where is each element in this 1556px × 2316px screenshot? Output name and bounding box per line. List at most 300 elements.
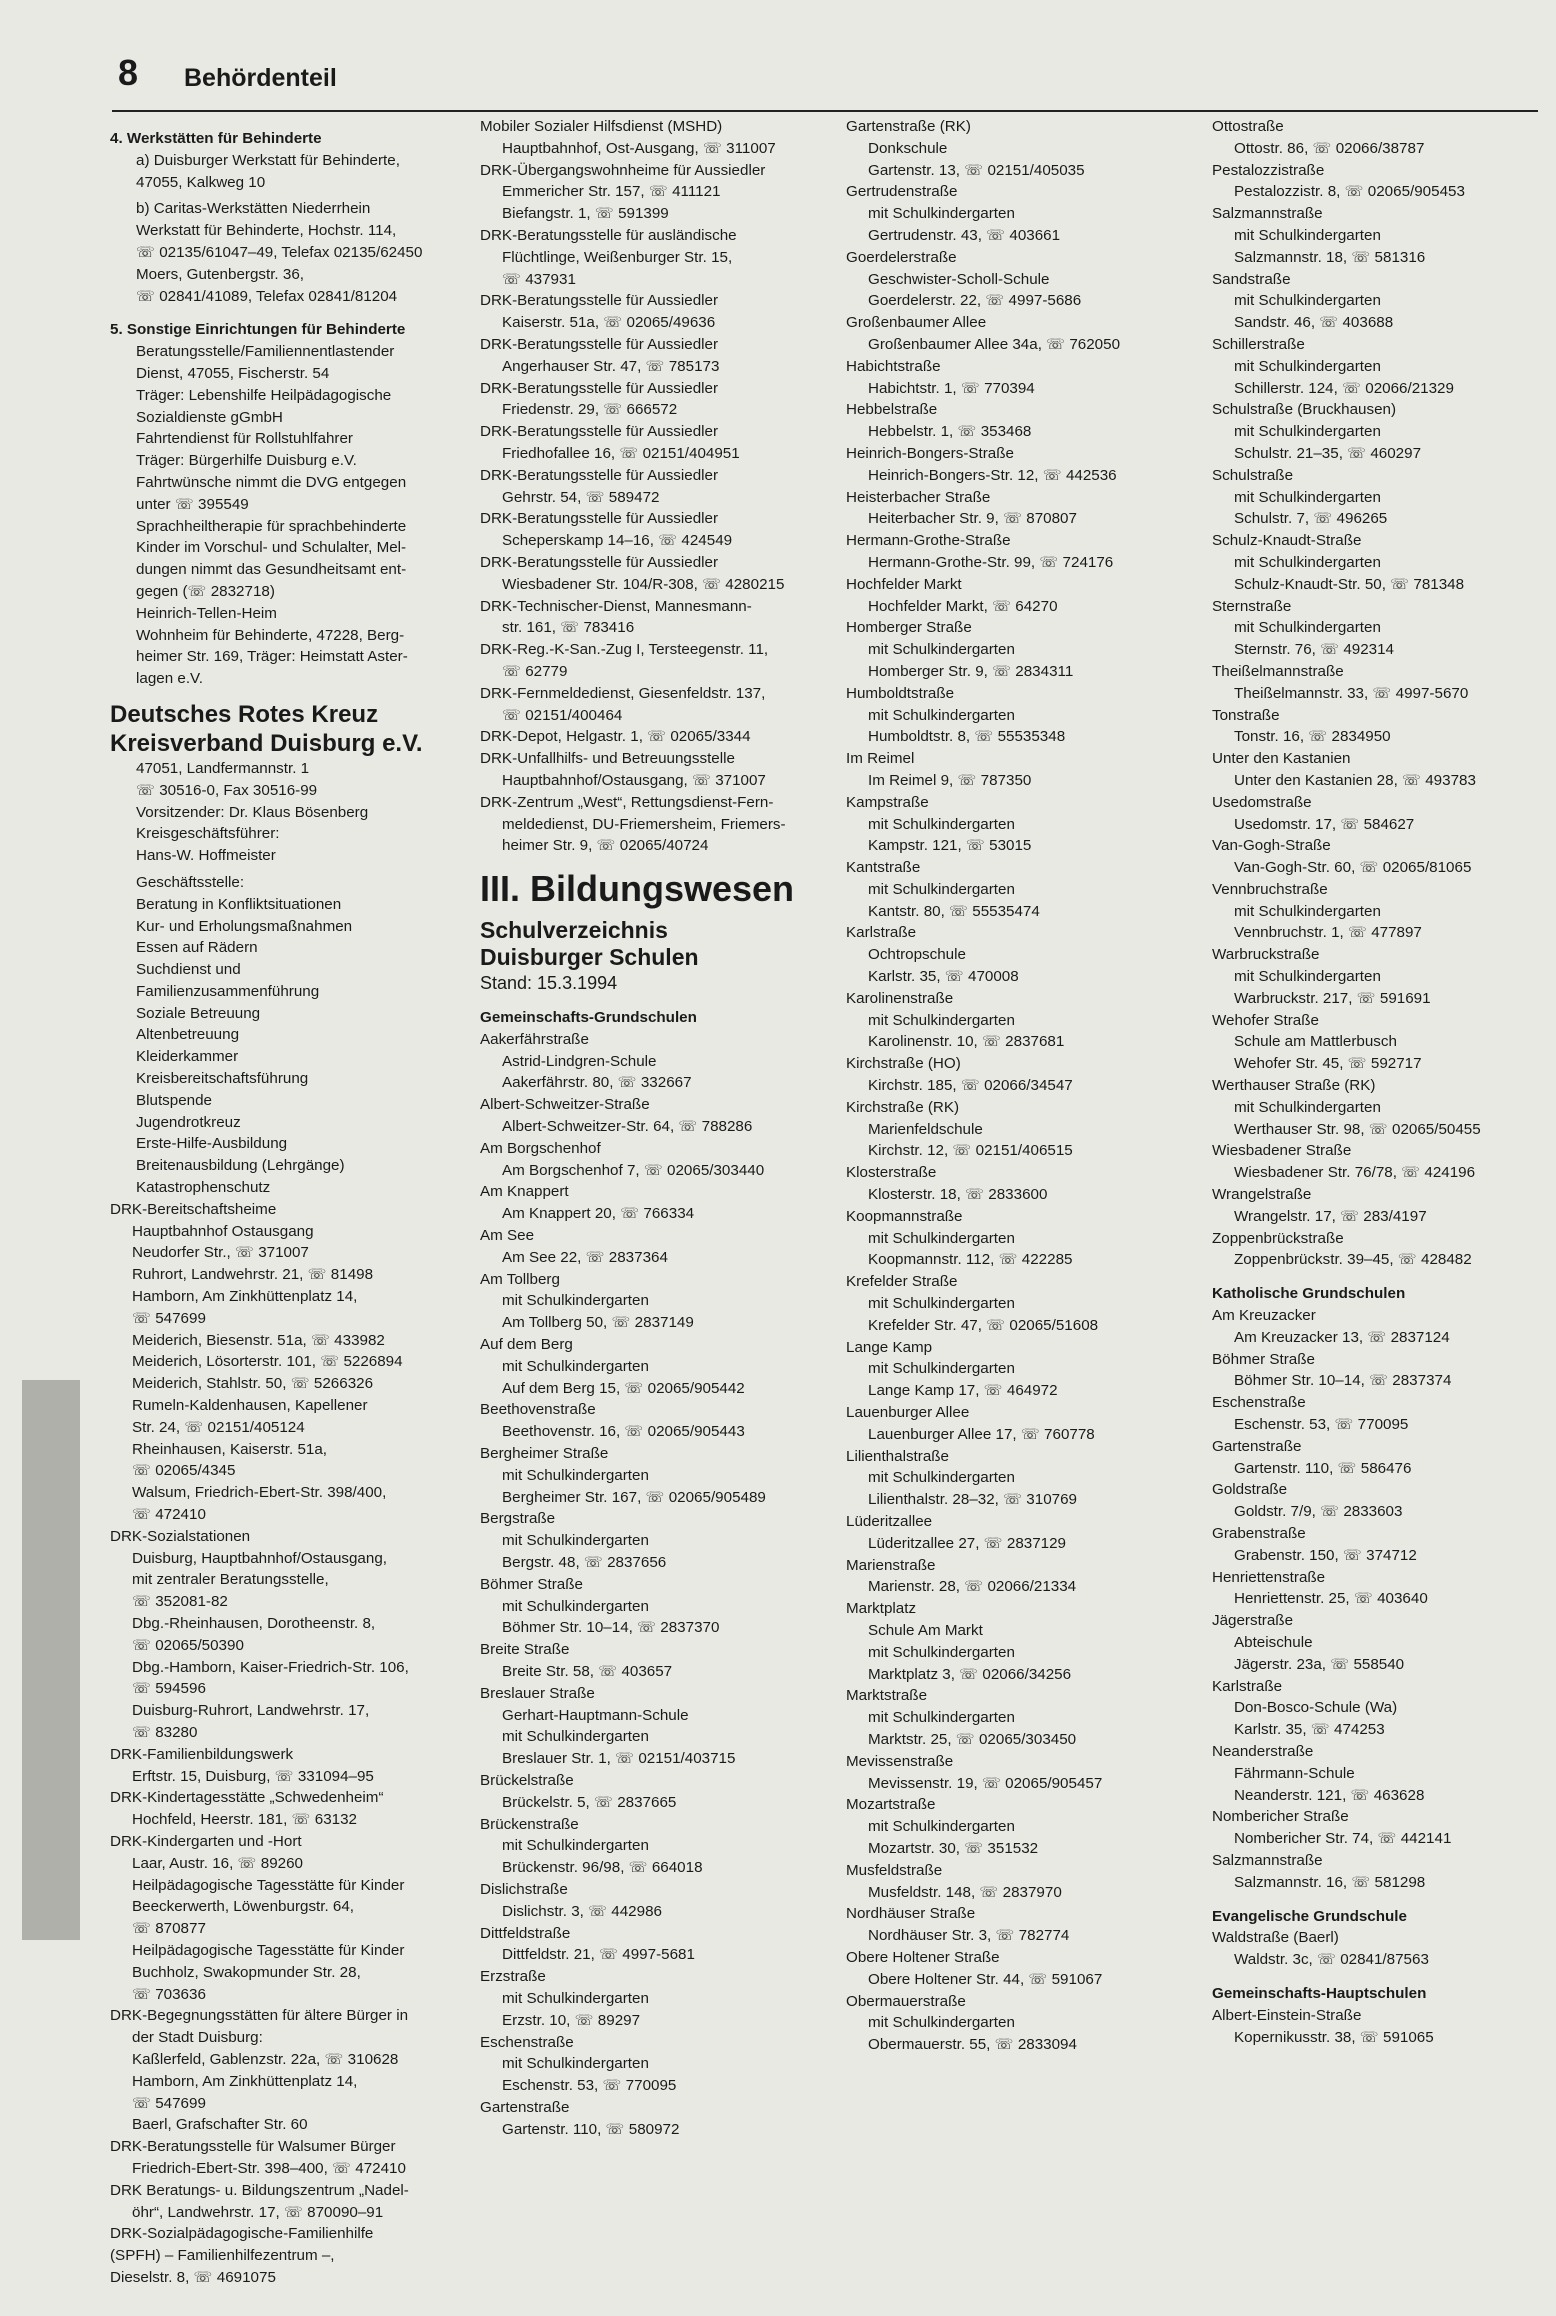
entry-title: Grabenstraße: [1212, 1525, 1306, 1542]
entry-detail: ☏ 02065/4345: [132, 1462, 236, 1480]
entry-title: Brückenstraße: [480, 1815, 579, 1833]
entry-title: Lilienthalstraße: [846, 1447, 949, 1465]
entry-detail: Don-Bosco-Schule (Wa): [1234, 1699, 1398, 1717]
entry-title: Wrangelstraße: [1212, 1186, 1312, 1204]
column-2: [480, 116, 830, 2141]
entry-detail: Meiderich, Lösorterstr. 101, ☏ 5226894: [132, 1353, 403, 1371]
entry-detail: mit Schulkindergarten: [868, 1229, 1015, 1247]
entry-detail: Suchdienst und: [136, 961, 241, 979]
page-header: [118, 52, 1538, 102]
entry-detail: Blutspende: [136, 1091, 212, 1109]
entry-detail: Am Borgschenhof 7, ☏ 02065/303440: [502, 1161, 765, 1179]
entry-title: (SPFH) – Familienhilfezentrum –,: [110, 2247, 335, 2265]
entry-title: Eschenstraße: [1212, 1394, 1306, 1412]
entry-title: Breite Straße: [480, 1641, 570, 1659]
entry-title: DRK-Beratungsstelle für Aussiedler: [480, 379, 719, 397]
entry-detail: Eschenstr. 53, ☏ 770095: [502, 2077, 677, 2095]
entry-title: DRK-Familienbildungswerk: [110, 1745, 294, 1763]
entry-detail: Vorsitzender: Dr. Klaus Bösenberg: [136, 803, 369, 821]
entry-detail: mit Schulkindergarten: [868, 1360, 1015, 1378]
entry-detail: mit Schulkindergarten: [868, 1295, 1015, 1313]
entry-detail: Geschwister-Scholl-Schule: [868, 270, 1050, 288]
section-heading: III. Bildungswesen: [480, 868, 795, 910]
entry-detail: Bergheimer Str. 167, ☏ 02065/905489: [502, 1488, 766, 1506]
entry-detail: ☏ 02065/50390: [132, 1636, 244, 1654]
entry-detail: 47055, Kalkweg 10: [136, 173, 266, 191]
entry-title: DRK Beratungs- u. Bildungszentrum „Nadel-: [110, 2181, 409, 2199]
entry-title: Mobiler Sozialer Hilfsdienst (MSHD): [480, 118, 723, 135]
entry-detail: Am Tollberg 50, ☏ 2837149: [502, 1314, 694, 1332]
entry-detail: Kaiserstr. 51a, ☏ 02065/49636: [502, 314, 716, 332]
entry-detail: Humboldtstr. 8, ☏ 55535348: [868, 728, 1066, 746]
entry-detail: ☏ 547699: [132, 2094, 206, 2112]
entry-detail: Am Kreuzacker 13, ☏ 2837124: [1234, 1328, 1450, 1346]
entry-detail: 47051, Landfermannstr. 1: [136, 759, 310, 777]
entry-title: Musfeldstraße: [846, 1861, 943, 1879]
entry-title: Waldstraße (Baerl): [1212, 1929, 1339, 1947]
entry-detail: ☏ 472410: [132, 1506, 206, 1524]
entry-title: Marienstraße: [846, 1556, 936, 1574]
entry-title: Beethovenstraße: [480, 1401, 596, 1419]
entry-detail: Waldstr. 3c, ☏ 02841/87563: [1234, 1951, 1429, 1969]
entry-detail: mit Schulkindergarten: [1234, 553, 1381, 571]
entry-detail: Karolinenstr. 10, ☏ 2837681: [868, 1033, 1065, 1051]
entry-detail: der Stadt Duisburg:: [132, 2029, 263, 2047]
section-title: Behördenteil: [184, 64, 337, 92]
entry-detail: b) Caritas-Werkstätten Niederrhein: [136, 200, 371, 218]
entry-detail: Großenbaumer Allee 34a, ☏ 762050: [868, 335, 1121, 353]
entry-title: Jägerstraße: [1212, 1612, 1294, 1630]
entry-detail: Wehofer Str. 45, ☏ 592717: [1234, 1055, 1422, 1073]
entry-detail: mit Schulkindergarten: [502, 1532, 649, 1550]
entry-detail: Schulstr. 21–35, ☏ 460297: [1234, 444, 1422, 462]
entry-detail: Meiderich, Stahlstr. 50, ☏ 5266326: [132, 1375, 374, 1393]
entry-detail: Marktplatz 3, ☏ 02066/34256: [868, 1665, 1072, 1683]
entry-detail: Schillerstr. 124, ☏ 02066/21329: [1234, 379, 1454, 397]
entry-detail: Pestalozzistr. 8, ☏ 02065/905453: [1234, 183, 1465, 201]
entry-title: Am See: [480, 1227, 535, 1245]
entry-title: DRK-Technischer-Dienst, Mannesmann-: [480, 597, 752, 615]
entry-detail: Rheinhausen, Kaiserstr. 51a,: [132, 1440, 328, 1458]
entry-detail: Hauptbahnhof, Ost-Ausgang, ☏ 311007: [502, 139, 776, 157]
entry-detail: mit Schulkindergarten: [502, 1837, 649, 1855]
entry-detail: Gartenstr. 110, ☏ 586476: [1234, 1459, 1412, 1477]
entry-title: Theißelmannstraße: [1212, 662, 1344, 680]
entry-title: Sandstraße: [1212, 270, 1291, 288]
entry-title: Nordhäuser Straße: [846, 1905, 976, 1923]
entry-detail: Donkschule: [868, 139, 948, 157]
entry-detail: Baerl, Grafschafter Str. 60: [132, 2116, 308, 2134]
entry-title: Breslauer Straße: [480, 1684, 595, 1702]
entry-detail: Kopernikusstr. 38, ☏ 591065: [1234, 2028, 1434, 2046]
entry-detail: mit Schulkindergarten: [1234, 423, 1381, 441]
entry-detail: Hamborn, Am Zinkhüttenplatz 14,: [132, 1288, 358, 1306]
organization-heading: Deutsches Rotes Kreuz: [110, 700, 379, 728]
entry-detail: Salzmannstr. 18, ☏ 581316: [1234, 248, 1426, 266]
entry-detail: Bergstr. 48, ☏ 2837656: [502, 1554, 667, 1572]
entry-title: DRK-Beratungsstelle für Aussiedler: [480, 510, 719, 528]
entry-title: Lauenburger Allee: [846, 1404, 970, 1422]
entry-detail: Am Knappert 20, ☏ 766334: [502, 1205, 695, 1223]
entry-detail: Eschenstr. 53, ☏ 770095: [1234, 1416, 1409, 1434]
entry-detail: mit Schulkindergarten: [868, 1709, 1015, 1727]
entry-detail: Hochfeld, Heerstr. 181, ☏ 63132: [132, 1811, 357, 1829]
entry-detail: Dittfeldstr. 21, ☏ 4997-5681: [502, 1946, 695, 1964]
entry-detail: Karlstr. 35, ☏ 474253: [1234, 1721, 1385, 1739]
entry-detail: Lange Kamp 17, ☏ 464972: [868, 1382, 1058, 1400]
entry-title: Heisterbacher Straße: [846, 488, 991, 506]
entry-title: Obere Holtener Straße: [846, 1948, 1000, 1966]
entry-detail: mit Schulkindergarten: [868, 641, 1015, 659]
entry-detail: Duisburg, Hauptbahnhof/Ostausgang,: [132, 1549, 387, 1567]
entry-detail: mit Schulkindergarten: [1234, 902, 1381, 920]
entry-detail: ☏ 594596: [132, 1680, 206, 1698]
entry-detail: Str. 24, ☏ 02151/405124: [132, 1418, 305, 1436]
entry-title: Karlstraße: [846, 924, 917, 942]
entry-title: Karlstraße: [1212, 1677, 1283, 1695]
entry-detail: Breslauer Str. 1, ☏ 02151/403715: [502, 1750, 736, 1768]
entry-detail: mit Schulkindergarten: [868, 205, 1015, 223]
entry-detail: Mevissenstr. 19, ☏ 02065/905457: [868, 1774, 1103, 1792]
entry-detail: heimer Str. 9, ☏ 02065/40724: [502, 837, 709, 855]
entry-title: Kirchstraße (RK): [846, 1098, 960, 1116]
entry-detail: Neudorfer Str., ☏ 371007: [132, 1244, 309, 1262]
entry-detail: Brückenstr. 96/98, ☏ 664018: [502, 1859, 703, 1877]
entry-detail: unter ☏ 395549: [136, 495, 249, 513]
entry-detail: Friedenstr. 29, ☏ 666572: [502, 401, 678, 419]
organization-heading: Kreisverband Duisburg e.V.: [110, 729, 423, 757]
entry-title: DRK-Depot, Helgastr. 1, ☏ 02065/3344: [480, 728, 751, 746]
entry-title: Am Knappert: [480, 1183, 569, 1201]
entry-detail: Friedhofallee 16, ☏ 02151/404951: [502, 444, 740, 462]
entry-detail: Auf dem Berg 15, ☏ 02065/905442: [502, 1379, 745, 1397]
entry-detail: ☏ 437931: [502, 270, 576, 288]
entry-detail: Musfeldstr. 148, ☏ 2837970: [868, 1883, 1062, 1901]
entry-detail: ☏ 62779: [502, 662, 568, 680]
entry-detail: Mozartstr. 30, ☏ 351532: [868, 1839, 1039, 1857]
entry-detail: dungen nimmt das Gesundheitsamt ent-: [136, 561, 407, 579]
entry-detail: Obermauerstr. 55, ☏ 2833094: [868, 2036, 1077, 2054]
entry-detail: heimer Str. 169, Träger: Heimstatt Aster-: [136, 648, 408, 666]
entry-detail: mit Schulkindergarten: [868, 1011, 1015, 1029]
entry-detail: Erftstr. 15, Duisburg, ☏ 331094–95: [132, 1767, 374, 1785]
text-columns: [0, 116, 1556, 2306]
entry-title: DRK-Reg.-K-San.-Zug I, Tersteegenstr. 11,: [480, 641, 769, 659]
organization-heading: Duisburger Schulen: [480, 944, 699, 971]
entry-detail: Soziale Betreuung: [136, 1004, 261, 1022]
entry-detail: ☏ 02135/61047–49, Telefax 02135/62450: [136, 243, 423, 261]
entry-detail: Usedomstr. 17, ☏ 584627: [1234, 815, 1415, 833]
entry-detail: Beratungsstelle/Familiennentlastender: [136, 343, 395, 361]
entry-title: Lange Kamp: [846, 1338, 933, 1356]
entry-title: DRK-Kindergarten und -Hort: [110, 1832, 302, 1850]
entry-detail: Van-Gogh-Str. 60, ☏ 02065/81065: [1234, 859, 1472, 877]
entry-title: Heinrich-Bongers-Straße: [846, 444, 1014, 462]
entry-detail: mit Schulkindergarten: [1234, 1098, 1381, 1116]
entry-detail: Heinrich-Tellen-Heim: [136, 604, 277, 622]
entry-title: Kampstraße: [846, 793, 929, 811]
entry-detail: Kinder im Vorschul- und Schulalter, Mel-: [136, 539, 407, 557]
entry-detail: mit Schulkindergarten: [502, 2055, 649, 2073]
entry-title: Eschenstraße: [480, 2033, 574, 2051]
entry-title: Koopmannstraße: [846, 1207, 963, 1225]
entry-detail: Katastrophenschutz: [136, 1179, 271, 1197]
entry-title: DRK-Beratungsstelle für ausländische: [480, 226, 737, 244]
entry-detail: Krefelder Str. 47, ☏ 02065/51608: [868, 1316, 1099, 1334]
entry-title: Schulstraße: [1212, 466, 1294, 484]
entry-detail: Heiterbacher Str. 9, ☏ 870807: [868, 510, 1077, 528]
entry-detail: mit Schulkindergarten: [502, 1989, 649, 2007]
entry-detail: Heilpädagogische Tagesstätte für Kinder: [132, 1941, 405, 1959]
entry-detail: Nordhäuser Str. 3, ☏ 782774: [868, 1927, 1070, 1945]
entry-detail: Scheperskamp 14–16, ☏ 424549: [502, 532, 733, 550]
entry-detail: Dislichstr. 3, ☏ 442986: [502, 1902, 662, 1920]
column-1: [110, 116, 460, 2289]
entry-detail: Friedrich-Ebert-Str. 398–400, ☏ 472410: [132, 2159, 406, 2177]
entry-detail: Hauptbahnhof Ostausgang: [132, 1222, 314, 1240]
entry-detail: Laar, Austr. 16, ☏ 89260: [132, 1854, 303, 1872]
entry-detail: Kirchstr. 185, ☏ 02066/34547: [868, 1077, 1073, 1095]
entry-detail: Abteischule: [1234, 1633, 1313, 1651]
entry-title: Kirchstraße (HO): [846, 1055, 961, 1073]
subsection-heading: Katholische Grundschulen: [1212, 1285, 1406, 1303]
entry-detail: Fährmann-Schule: [1234, 1764, 1355, 1782]
entry-detail: Obere Holtener Str. 44, ☏ 591067: [868, 1970, 1103, 1988]
entry-detail: Marktstr. 25, ☏ 02065/303450: [868, 1730, 1077, 1748]
header-rule: [112, 110, 1538, 112]
entry-title: DRK-Beratungsstelle für Aussiedler: [480, 553, 719, 571]
entry-detail: Gartenstr. 110, ☏ 580972: [502, 2120, 680, 2138]
entry-detail: Träger: Bürgerhilfe Duisburg e.V.: [136, 452, 357, 470]
entry-detail: Dienst, 47055, Fischerstr. 54: [136, 364, 330, 382]
entry-detail: Albert-Schweitzer-Str. 64, ☏ 788286: [502, 1118, 753, 1136]
entry-detail: Buchholz, Swakopmunder Str. 28,: [132, 1963, 361, 1981]
entry-title: Sternstraße: [1212, 597, 1292, 615]
entry-detail: Marienstr. 28, ☏ 02066/21334: [868, 1578, 1077, 1596]
entry-title: Schulstraße (Bruckhausen): [1212, 401, 1397, 419]
entry-title: Werthauser Straße (RK): [1212, 1077, 1376, 1095]
entry-title: DRK-Beratungsstelle für Aussiedler: [480, 423, 719, 441]
entry-title: Ottostraße: [1212, 118, 1284, 135]
entry-detail: Kantstr. 80, ☏ 55535474: [868, 902, 1040, 920]
entry-detail: mit zentraler Beratungsstelle,: [132, 1571, 329, 1589]
entry-title: Bergstraße: [480, 1510, 556, 1528]
entry-detail: Lilienthalstr. 28–32, ☏ 310769: [868, 1491, 1077, 1509]
entry-detail: Im Reimel 9, ☏ 787350: [868, 771, 1032, 789]
entry-title: Schillerstraße: [1212, 335, 1305, 353]
entry-detail: Wohnheim für Behinderte, 47228, Berg-: [136, 626, 405, 644]
entry-title: Neanderstraße: [1212, 1742, 1314, 1760]
entry-title: Wehofer Straße: [1212, 1011, 1319, 1029]
entry-title: DRK-Übergangswohnheime für Aussiedler: [480, 161, 766, 179]
entry-title: Auf dem Berg: [480, 1336, 573, 1354]
entry-detail: Kreisgeschäftsführer:: [136, 825, 280, 843]
entry-title: DRK-Begegnungsstätten für ältere Bürger in: [110, 2007, 409, 2025]
entry-detail: Jugendrotkreuz: [136, 1113, 241, 1131]
entry-title: DRK-Beratungsstelle für Walsumer Bürger: [110, 2138, 396, 2156]
subsection-heading: Gemeinschafts-Grundschulen: [480, 1009, 697, 1027]
entry-title: Homberger Straße: [846, 619, 972, 637]
entry-detail: Neanderstr. 121, ☏ 463628: [1234, 1786, 1425, 1804]
entry-detail: Astrid-Lindgren-Schule: [502, 1052, 657, 1070]
entry-title: Brückelstraße: [480, 1771, 574, 1789]
entry-detail: Heilpädagogische Tagesstätte für Kinder: [132, 1876, 405, 1894]
entry-detail: Grabenstr. 150, ☏ 374712: [1234, 1546, 1417, 1564]
entry-detail: Essen auf Rädern: [136, 939, 258, 957]
entry-detail: Am See 22, ☏ 2837364: [502, 1248, 668, 1266]
entry-title: Van-Gogh-Straße: [1212, 837, 1331, 855]
entry-title: DRK-Beratungsstelle für Aussiedler: [480, 466, 719, 484]
entry-detail: Lüderitzallee 27, ☏ 2837129: [868, 1534, 1067, 1552]
entry-title: Zoppenbrückstraße: [1212, 1229, 1344, 1247]
entry-detail: Tonstr. 16, ☏ 2834950: [1234, 728, 1391, 746]
entry-detail: mit Schulkindergarten: [502, 1357, 649, 1375]
entry-detail: Unter den Kastanien 28, ☏ 493783: [1234, 771, 1476, 789]
entry-detail: Hauptbahnhof/Ostausgang, ☏ 371007: [502, 771, 766, 789]
entry-title: Gartenstraße: [1212, 1437, 1302, 1455]
entry-detail: Warbruckstr. 217, ☏ 591691: [1234, 989, 1431, 1007]
date-line: Stand: 15.3.1994: [480, 973, 618, 994]
entry-detail: Hans-W. Hoffmeister: [136, 847, 276, 865]
entry-detail: Klosterstr. 18, ☏ 2833600: [868, 1186, 1048, 1204]
entry-detail: Hochfelder Markt, ☏ 64270: [868, 597, 1058, 615]
entry-detail: Aakerfährstr. 80, ☏ 332667: [502, 1074, 692, 1092]
entry-title: Salzmannstraße: [1212, 1851, 1323, 1869]
entry-detail: Goldstr. 7/9, ☏ 2833603: [1234, 1503, 1403, 1521]
entry-title: Am Kreuzacker: [1212, 1307, 1316, 1325]
entry-detail: Jägerstr. 23a, ☏ 558540: [1234, 1655, 1405, 1673]
entry-title: Hebbelstraße: [846, 401, 938, 419]
entry-title: Schulz-Knaudt-Straße: [1212, 532, 1362, 550]
entry-detail: Hebbelstr. 1, ☏ 353468: [868, 423, 1032, 441]
entry-title: Großenbaumer Allee: [846, 314, 987, 332]
entry-title: Dieselstr. 8, ☏ 4691075: [110, 2268, 276, 2286]
entry-title: Hochfelder Markt: [846, 575, 962, 593]
entry-detail: Brückelstr. 5, ☏ 2837665: [502, 1793, 677, 1811]
entry-detail: Altenbetreuung: [136, 1026, 240, 1044]
entry-detail: Kleiderkammer: [136, 1048, 239, 1066]
entry-detail: Emmericher Str. 157, ☏ 411121: [502, 183, 721, 201]
entry-detail: mit Schulkindergarten: [1234, 226, 1381, 244]
entry-detail: Henriettenstr. 25, ☏ 403640: [1234, 1590, 1428, 1608]
entry-detail: Dbg.-Hamborn, Kaiser-Friedrich-Str. 106,: [132, 1658, 409, 1676]
entry-title: Albert-Schweitzer-Straße: [480, 1096, 650, 1114]
entry-detail: mit Schulkindergarten: [868, 1469, 1015, 1487]
entry-title: Vennbruchstraße: [1212, 880, 1328, 898]
entry-detail: Heinrich-Bongers-Str. 12, ☏ 442536: [868, 466, 1117, 484]
entry-detail: Walsum, Friedrich-Ebert-Str. 398/400,: [132, 1484, 387, 1502]
entry-detail: lagen e.V.: [136, 670, 204, 688]
entry-detail: Nombericher Str. 74, ☏ 442141: [1234, 1830, 1452, 1848]
entry-detail: Sternstr. 76, ☏ 492314: [1234, 641, 1394, 659]
page-number: 8: [118, 52, 139, 93]
entry-detail: Böhmer Str. 10–14, ☏ 2837374: [1234, 1372, 1452, 1390]
entry-detail: Salzmannstr. 16, ☏ 581298: [1234, 1873, 1426, 1891]
entry-title: Mozartstraße: [846, 1796, 936, 1814]
entry-detail: Rumeln-Kaldenhausen, Kapellener: [132, 1397, 368, 1415]
entry-detail: Wrangelstr. 17, ☏ 283/4197: [1234, 1207, 1427, 1225]
entry-detail: Kreisbereitschaftsführung: [136, 1070, 309, 1088]
entry-detail: ☏ 352081-82: [132, 1593, 228, 1611]
entry-detail: gegen (☏ 2832718): [136, 582, 275, 600]
entry-title: DRK-Zentrum „West“, Rettungsdienst-Fern-: [480, 793, 774, 811]
entry-detail: Breitenausbildung (Lehrgänge): [136, 1157, 345, 1175]
entry-title: Marktplatz: [846, 1600, 917, 1618]
entry-title: DRK-Beratungsstelle für Aussiedler: [480, 292, 719, 310]
entry-title: Henriettenstraße: [1212, 1568, 1326, 1586]
entry-detail: Schule am Mattlerbusch: [1234, 1033, 1397, 1051]
entry-title: Lüderitzallee: [846, 1513, 933, 1530]
entry-detail: Wiesbadener Str. 104/R-308, ☏ 4280215: [502, 575, 785, 593]
entry-detail: a) Duisburger Werkstatt für Behinderte,: [136, 151, 400, 169]
entry-detail: Gartenstr. 13, ☏ 02151/405035: [868, 161, 1085, 179]
subsection-heading: 4. Werkstätten für Behinderte: [110, 130, 322, 147]
entry-detail: Ruhrort, Landwehrstr. 21, ☏ 81498: [132, 1266, 374, 1284]
entry-detail: mit Schulkindergarten: [502, 1466, 649, 1484]
entry-detail: ☏ 703636: [132, 1985, 206, 2003]
entry-title: Karolinenstraße: [846, 989, 954, 1007]
entry-title: DRK-Bereitschaftsheime: [110, 1200, 277, 1218]
entry-title: Kantstraße: [846, 859, 921, 877]
entry-detail: ☏ 83280: [132, 1723, 198, 1741]
entry-title: Pestalozzistraße: [1212, 161, 1325, 179]
entry-detail: Schule Am Markt: [868, 1621, 983, 1639]
entry-title: Im Reimel: [846, 750, 915, 768]
entry-detail: Kampstr. 121, ☏ 53015: [868, 837, 1032, 855]
entry-detail: Ottostr. 86, ☏ 02066/38787: [1234, 139, 1425, 157]
entry-detail: Böhmer Str. 10–14, ☏ 2837370: [502, 1619, 720, 1637]
entry-detail: mit Schulkindergarten: [868, 2014, 1015, 2032]
entry-title: Goerdelerstraße: [846, 248, 957, 266]
entry-title: Böhmer Straße: [480, 1575, 583, 1593]
entry-title: Am Borgschenhof: [480, 1139, 601, 1157]
entry-detail: mit Schulkindergarten: [868, 706, 1015, 724]
entry-title: Hermann-Grothe-Straße: [846, 532, 1011, 550]
entry-detail: Goerdelerstr. 22, ☏ 4997-5686: [868, 292, 1082, 310]
entry-title: Gartenstraße (RK): [846, 118, 971, 135]
entry-detail: Koopmannstr. 112, ☏ 422285: [868, 1251, 1073, 1269]
entry-detail: Sozialdienste gGmbH: [136, 408, 283, 426]
entry-detail: Geschäftsstelle:: [136, 873, 245, 891]
entry-detail: Familienzusammenführung: [136, 982, 320, 1000]
entry-title: Warbruckstraße: [1212, 946, 1320, 964]
entry-detail: ☏ 870877: [132, 1920, 206, 1938]
entry-detail: Duisburg-Ruhrort, Landwehrstr. 17,: [132, 1702, 370, 1720]
entry-detail: Fahrtwünsche nimmt die DVG entgegen: [136, 473, 407, 491]
entry-detail: ☏ 02841/41089, Telefax 02841/81204: [136, 287, 398, 305]
entry-title: Tonstraße: [1212, 706, 1280, 724]
entry-title: Erzstraße: [480, 1968, 546, 1986]
entry-title: Humboldtstraße: [846, 684, 955, 702]
entry-detail: Breite Str. 58, ☏ 403657: [502, 1663, 673, 1680]
entry-detail: Sandstr. 46, ☏ 403688: [1234, 314, 1394, 332]
entry-detail: ☏ 547699: [132, 1309, 206, 1327]
entry-title: Nombericher Straße: [1212, 1808, 1349, 1826]
entry-detail: Flüchtlinge, Weißenburger Str. 15,: [502, 248, 733, 266]
entry-title: Salzmannstraße: [1212, 205, 1323, 223]
entry-detail: mit Schulkindergarten: [1234, 292, 1381, 310]
entry-detail: Gehrstr. 54, ☏ 589472: [502, 488, 660, 506]
entry-detail: mit Schulkindergarten: [868, 1818, 1015, 1836]
entry-detail: ☏ 02151/400464: [502, 706, 623, 724]
entry-detail: mit Schulkindergarten: [502, 1292, 649, 1310]
entry-detail: Hamborn, Am Zinkhüttenplatz 14,: [132, 2072, 358, 2090]
entry-detail: Werthauser Str. 98, ☏ 02065/50455: [1234, 1120, 1481, 1138]
entry-title: Unter den Kastanien: [1212, 750, 1351, 768]
entry-title: Aakerfährstraße: [480, 1030, 589, 1048]
entry-detail: öhr“, Landwehrstr. 17, ☏ 870090–91: [132, 2203, 384, 2221]
entry-title: Habichtstraße: [846, 357, 941, 375]
